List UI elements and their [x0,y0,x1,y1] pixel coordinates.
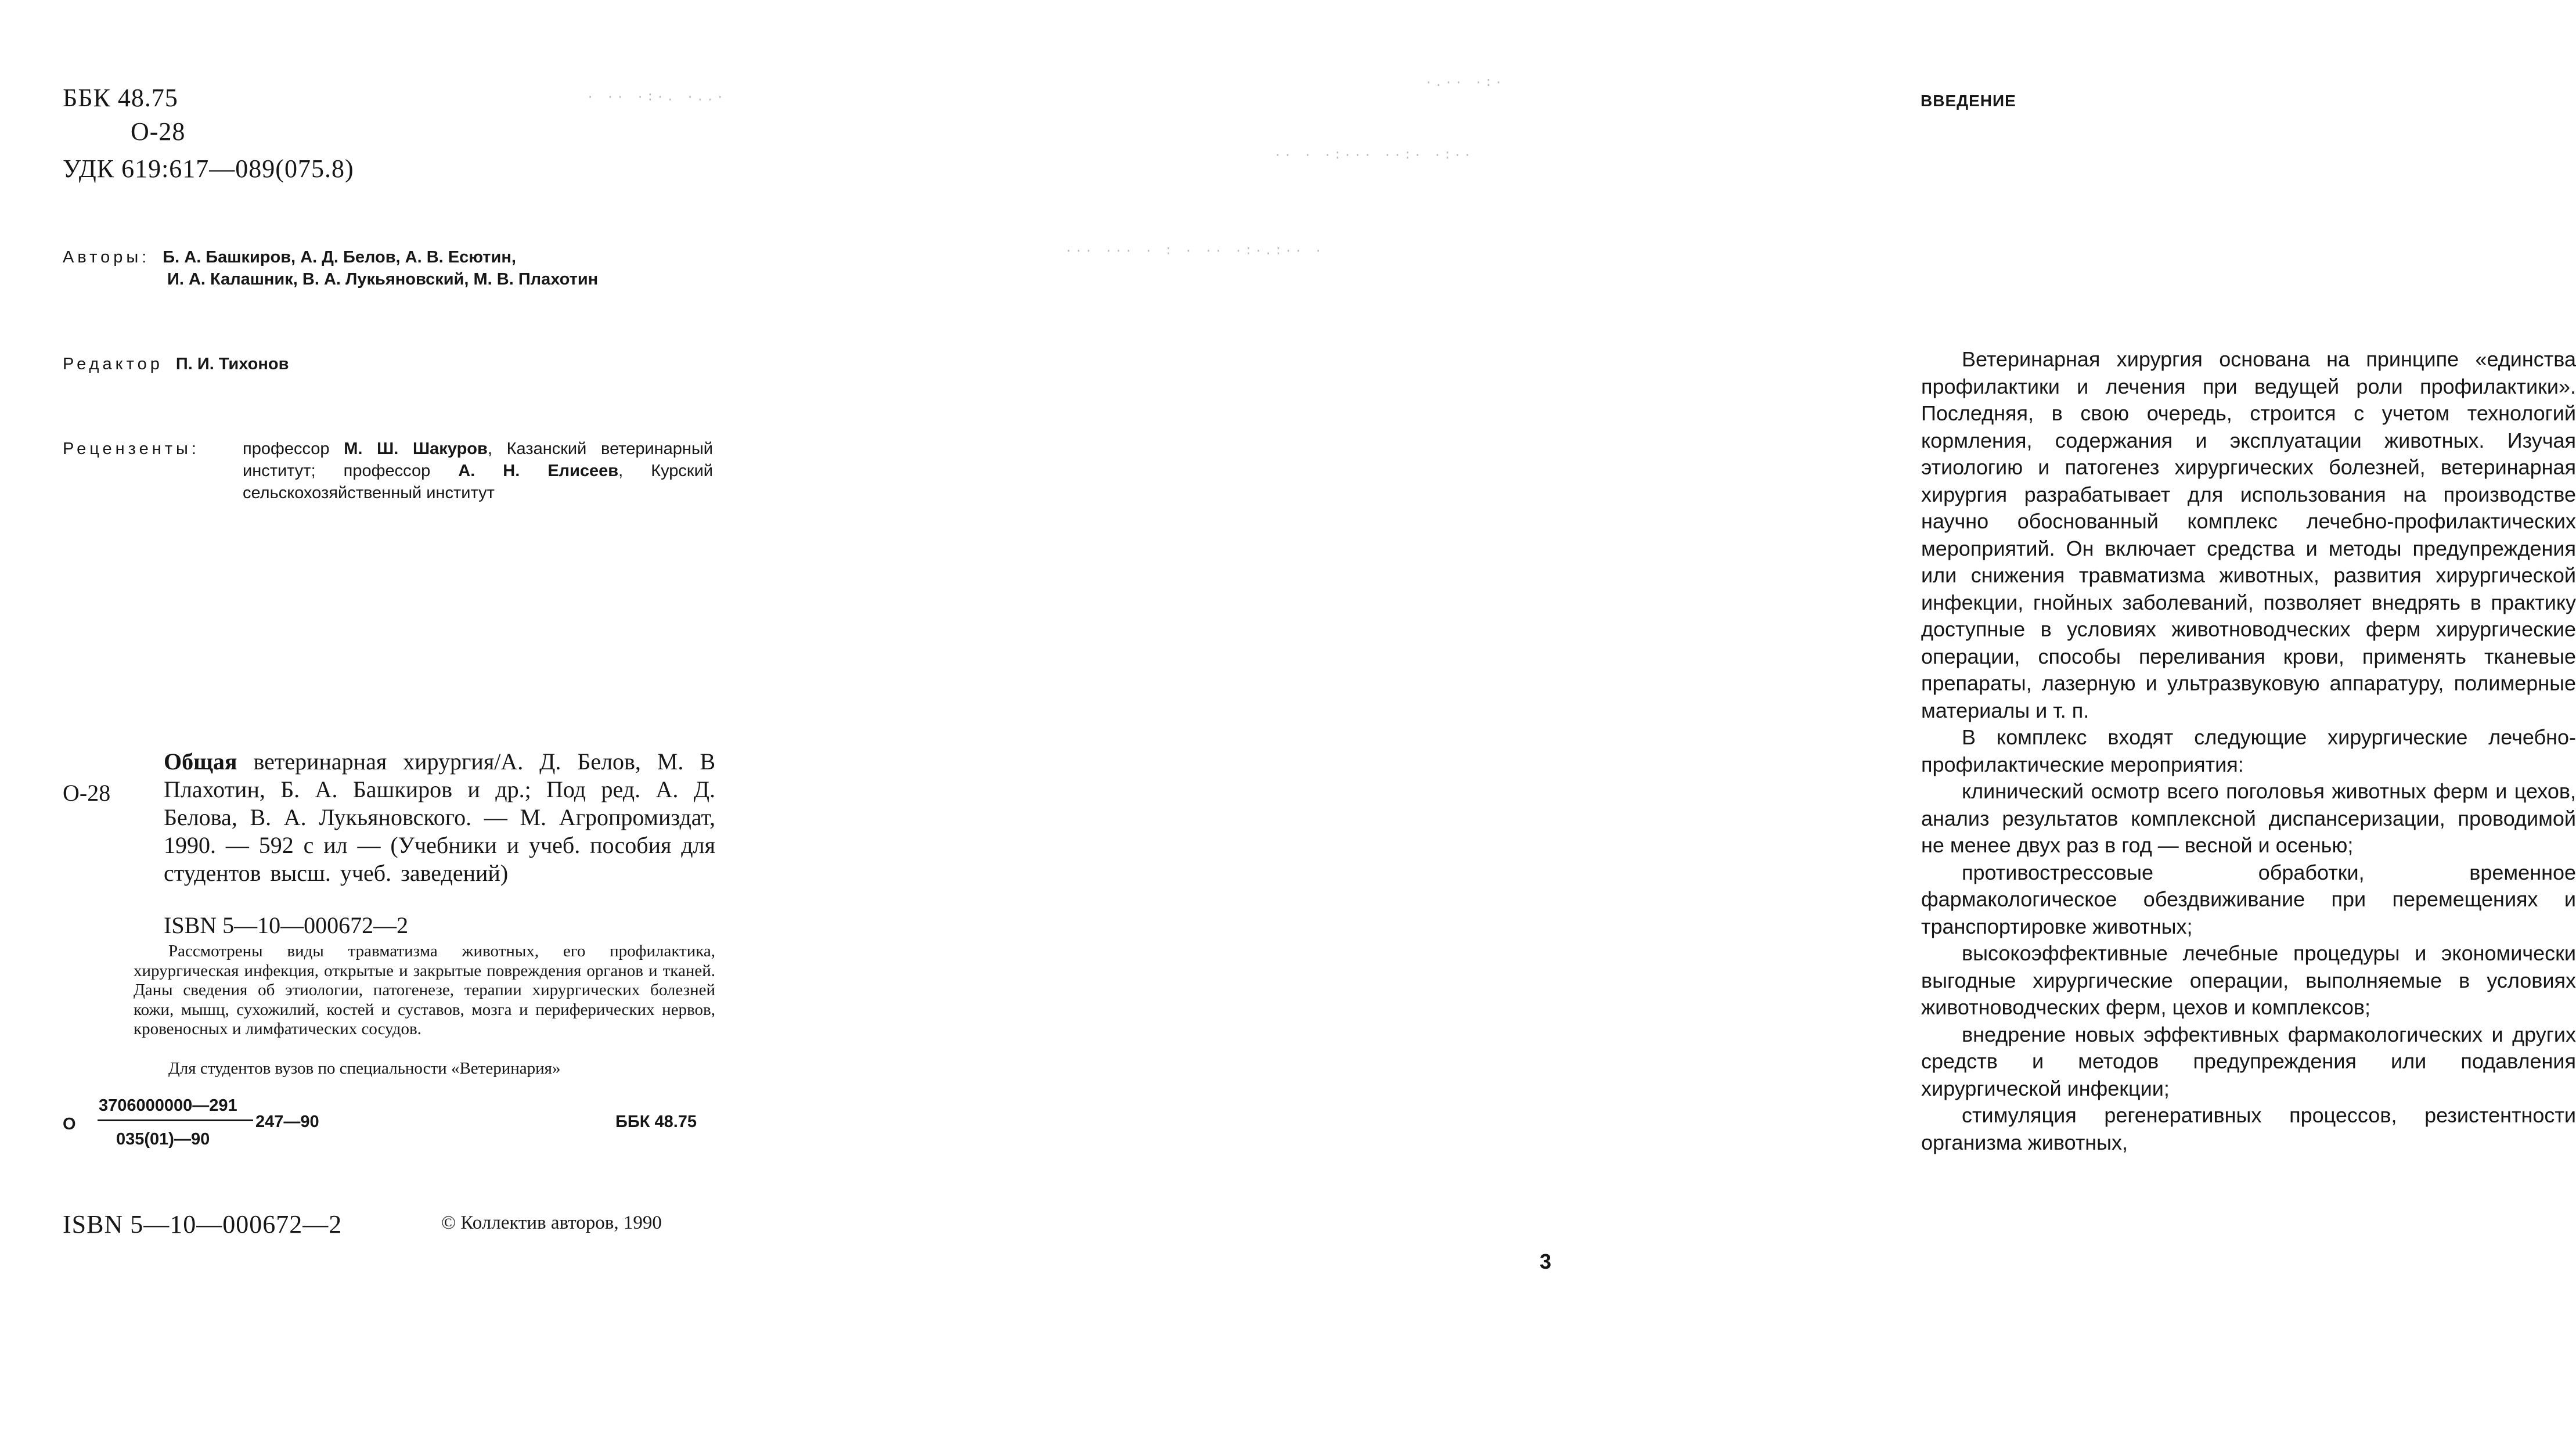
editor-label: Редактор [63,355,163,373]
chapter-heading: ВВЕДЕНИЕ [1921,92,2016,110]
authors-block [63,246,516,268]
list-item-antistress: противострессовые обработки, временное фармакологическое обездвиживание при перемещениях и транспортировке животных; [1921,860,2576,938]
left-page-imprint [0,0,1018,1440]
reviewers-label: Рецензенты: [63,440,200,458]
index-suffix: 247—90 [255,1113,319,1131]
authors-line-1: Б. А. Башкиров, А. Д. Белов, А. В. Есютин, [163,248,516,267]
faint-stamp-mark: ·.·· ·:· [1425,75,1505,90]
list-item-procedures: высокоэффективные лечебные процедуры и экономически выгодные хирургические операции, выполняемые в условиях животноводческих ферм, цехов и комплексов; [1921,941,2576,1019]
faint-stamp-mark-2: ·· · ·:··· ··:· ·:·· [1274,148,1474,163]
reviewers-text-suffix: , Курский сельскохозяйственный институт [243,462,714,502]
index-denominator: 035(01)—90 [116,1130,210,1149]
reviewer-1-name: М. Ш. Шакуров [344,440,488,458]
index-numerator: 3706000000—291 [99,1096,237,1115]
reviewers-text [243,438,713,504]
copyright-notice: © Коллектив авторов, 1990 [441,1212,662,1233]
author-mark: О-28 [131,117,186,146]
list-item-regeneration: стимуляция регенеративных процессов, резистентности организма животных, [1921,1103,2576,1154]
list-item-checkup: клинический осмотр всего поголовья животных ферм и цехов, анализ результатов комплексной диспансеризации, проводимой не менее двух раз в год — весной и осенью; [1921,779,2576,857]
reviewers-text-mid: , Казанский ветеринарный институт; профессор [243,440,713,480]
catalog-isbn: ISBN 5—10—000672—2 [164,912,409,938]
catalog-title-word: Общая [164,748,237,775]
catalog-entry-text [164,748,715,887]
intro-paragraph-2: В комплекс входят следующие хирургические лечебно-профилактические мероприятия: [1921,725,2576,776]
index-bbk: ББК 48.75 [615,1113,697,1131]
right-page-introduction [1018,0,2576,1440]
page-number: 3 [1540,1250,1552,1273]
index-fraction-bar [98,1119,253,1121]
authors-line-2: И. А. Калашник, В. А. Лукьяновский, М. В. Плахотин [167,270,599,289]
catalog-description: ветеринарная хирургия/А. Д. Белов, М. В Плахотин, Б. А. Башкиров и др.; Под ред. А. Д. Белова, В. А. Лукьяновского. — М. Агропромиздат, 1990. — 592 с ил — (Учебники и учеб. пособия для студентов высш. учеб. заведений) [164,748,715,886]
editor-name: П. И. Тихонов [175,355,289,373]
catalog-audience: Для студентов вузов по специальности «Ветеринария» [168,1059,561,1078]
bbk-code: ББК 48.75 [63,84,178,112]
udk-code: УДК 619:617—089(075.8) [63,154,354,183]
catalog-mark: О-28 [63,780,111,806]
index-letter: О [63,1115,76,1133]
list-item-pharmacology: внедрение новых эффективных фармакологических и других средств и методов предупреждения или подавления хирургической инфекции; [1921,1022,2576,1100]
catalog-abstract: Рассмотрены виды травматизма животных, его профилактика, хирургическая инфекция, открытые и закрытые повреждения органов и тканей. Даны сведения об этиологии, патогенезе, терапии хирургических болезней кожи, мышц, сухожилий, костей и суставов, мозга и периферических нервов, кровеносных и лимфатических сосудов. [134,942,715,1038]
reviewer-2-name: А. Н. Елисеев [458,462,619,480]
editor-block [63,353,289,375]
authors-label: Авторы: [63,248,150,267]
intro-paragraph-1: Ветеринарная хирургия основана на принципе «единства профилактики и лечения при ведущей роли профилактики». Последняя, в свою очередь, строится с учетом технологий кормления, содержания и эксплуатации животных. Изучая этиологию и патогенез хирургических болезней, ветеринарная хирургия разрабатывает для использования на производстве научно обоснованный комплекс лечебно-профилактических мероприятий. Он включает средства и методы предупреждения или снижения травматизма животных, развития хирургической инфекции, гнойных заболеваний, позволяет внедрять в практику доступные в условиях животноводческих ферм хирургические операции, способы переливания крови, применять тканевые препараты, лазерную и ультразвуковую аппаратуру, полимерные материалы и т. п. [1921,347,2576,722]
reviewers-text-prefix: профессор [243,440,330,458]
faint-bleed-through: · ·· ·:·. ·..· [586,90,726,105]
faint-bleed-through-2: ··· ··· · : · ·· ·:·.:·· · [1065,244,1325,258]
footer-isbn: ISBN 5—10—000672—2 [63,1210,343,1239]
introduction-body [1921,346,2576,1156]
